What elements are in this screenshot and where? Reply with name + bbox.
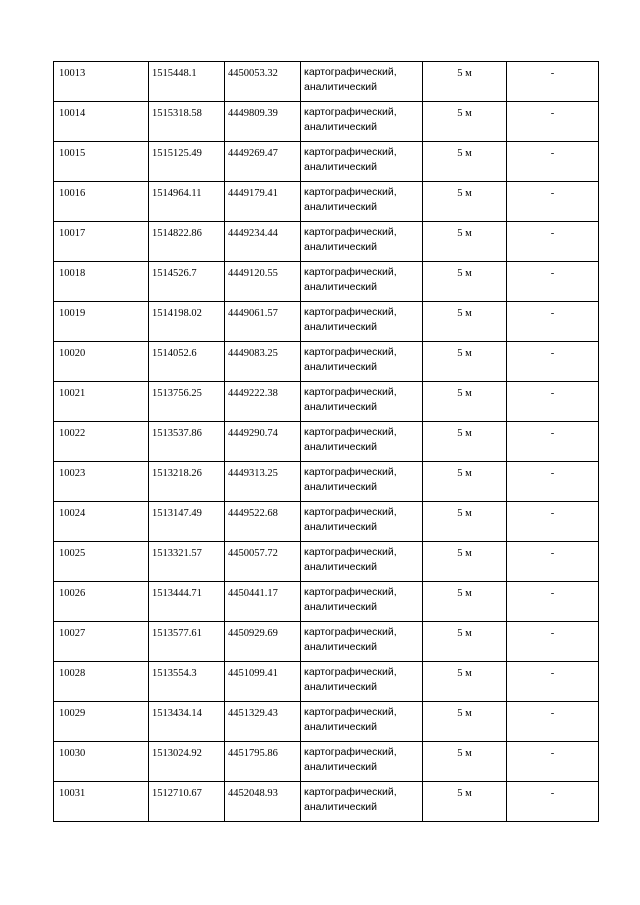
note-cell: -: [507, 742, 599, 782]
y-coordinate-cell: 4452048.93: [225, 782, 301, 822]
method-cell: [301, 222, 423, 262]
y-coordinate-cell: 4449222.38: [225, 382, 301, 422]
x-coordinate-cell: 1515125.49: [149, 142, 225, 182]
method-cell: [301, 582, 423, 622]
y-coordinate-cell: 4449269.47: [225, 142, 301, 182]
note-cell: -: [507, 62, 599, 102]
table-row: [54, 542, 599, 582]
method-line-2: аналитический: [304, 801, 378, 813]
x-coordinate-cell: 1513554.3: [149, 662, 225, 702]
method-line-2: аналитический: [304, 361, 378, 373]
table-row: [54, 782, 599, 822]
accuracy-cell: 5 м: [423, 462, 507, 502]
table-row: [54, 382, 599, 422]
x-coordinate-cell: 1514052.6: [149, 342, 225, 382]
accuracy-cell: 5 м: [423, 742, 507, 782]
accuracy-cell: 5 м: [423, 182, 507, 222]
table-row: [54, 702, 599, 742]
y-coordinate-cell: 4449290.74: [225, 422, 301, 462]
y-coordinate-cell: 4451329.43: [225, 702, 301, 742]
note-cell: -: [507, 782, 599, 822]
accuracy-cell: 5 м: [423, 342, 507, 382]
accuracy-cell: 5 м: [423, 622, 507, 662]
method-cell: [301, 102, 423, 142]
note-cell: -: [507, 662, 599, 702]
point-id-cell: 10022: [54, 422, 149, 462]
method-line-1: картографический,: [304, 506, 397, 518]
accuracy-cell: 5 м: [423, 302, 507, 342]
x-coordinate-cell: 1513024.92: [149, 742, 225, 782]
y-coordinate-cell: 4451795.86: [225, 742, 301, 782]
method-cell: [301, 702, 423, 742]
note-cell: -: [507, 142, 599, 182]
table-row: [54, 302, 599, 342]
method-line-1: картографический,: [304, 746, 397, 758]
table-row: [54, 462, 599, 502]
accuracy-cell: 5 м: [423, 262, 507, 302]
y-coordinate-cell: 4449120.55: [225, 262, 301, 302]
method-cell: [301, 382, 423, 422]
x-coordinate-cell: 1514964.11: [149, 182, 225, 222]
point-id-cell: 10025: [54, 542, 149, 582]
accuracy-cell: 5 м: [423, 542, 507, 582]
method-line-2: аналитический: [304, 241, 378, 253]
method-cell: [301, 182, 423, 222]
method-cell: [301, 342, 423, 382]
note-cell: -: [507, 382, 599, 422]
table-row: [54, 502, 599, 542]
point-id-cell: 10028: [54, 662, 149, 702]
method-cell: [301, 422, 423, 462]
accuracy-cell: 5 м: [423, 422, 507, 462]
y-coordinate-cell: 4449061.57: [225, 302, 301, 342]
note-cell: -: [507, 182, 599, 222]
table-body: [54, 62, 599, 822]
x-coordinate-cell: 1514822.86: [149, 222, 225, 262]
accuracy-cell: 5 м: [423, 702, 507, 742]
method-cell: [301, 542, 423, 582]
method-line-2: аналитический: [304, 561, 378, 573]
table-row: [54, 142, 599, 182]
method-line-2: аналитический: [304, 121, 378, 133]
method-cell: [301, 622, 423, 662]
note-cell: -: [507, 262, 599, 302]
method-line-2: аналитический: [304, 641, 378, 653]
method-cell: [301, 462, 423, 502]
method-line-2: аналитический: [304, 81, 378, 93]
y-coordinate-cell: 4449179.41: [225, 182, 301, 222]
y-coordinate-cell: 4450057.72: [225, 542, 301, 582]
table-row: [54, 582, 599, 622]
x-coordinate-cell: 1513756.25: [149, 382, 225, 422]
note-cell: -: [507, 582, 599, 622]
x-coordinate-cell: 1513577.61: [149, 622, 225, 662]
accuracy-cell: 5 м: [423, 662, 507, 702]
accuracy-cell: 5 м: [423, 222, 507, 262]
method-line-1: картографический,: [304, 426, 397, 438]
method-line-2: аналитический: [304, 321, 378, 333]
y-coordinate-cell: 4449083.25: [225, 342, 301, 382]
method-line-1: картографический,: [304, 106, 397, 118]
method-line-2: аналитический: [304, 761, 378, 773]
note-cell: -: [507, 622, 599, 662]
note-cell: -: [507, 102, 599, 142]
point-id-cell: 10015: [54, 142, 149, 182]
point-id-cell: 10031: [54, 782, 149, 822]
note-cell: -: [507, 302, 599, 342]
point-id-cell: 10018: [54, 262, 149, 302]
method-line-2: аналитический: [304, 441, 378, 453]
method-line-1: картографический,: [304, 186, 397, 198]
x-coordinate-cell: 1513147.49: [149, 502, 225, 542]
point-id-cell: 10013: [54, 62, 149, 102]
note-cell: -: [507, 502, 599, 542]
method-line-1: картографический,: [304, 666, 397, 678]
x-coordinate-cell: 1514198.02: [149, 302, 225, 342]
x-coordinate-cell: 1513321.57: [149, 542, 225, 582]
method-line-1: картографический,: [304, 586, 397, 598]
note-cell: -: [507, 702, 599, 742]
method-line-1: картографический,: [304, 546, 397, 558]
method-line-2: аналитический: [304, 481, 378, 493]
method-line-1: картографический,: [304, 786, 397, 798]
y-coordinate-cell: 4449522.68: [225, 502, 301, 542]
table-row: [54, 262, 599, 302]
table-row: [54, 742, 599, 782]
method-line-1: картографический,: [304, 386, 397, 398]
table-row: [54, 662, 599, 702]
y-coordinate-cell: 4449809.39: [225, 102, 301, 142]
x-coordinate-cell: 1513444.71: [149, 582, 225, 622]
table-row: [54, 422, 599, 462]
method-line-1: картографический,: [304, 346, 397, 358]
point-id-cell: 10019: [54, 302, 149, 342]
method-cell: [301, 502, 423, 542]
method-cell: [301, 302, 423, 342]
x-coordinate-cell: 1514526.7: [149, 262, 225, 302]
method-line-1: картографический,: [304, 146, 397, 158]
point-id-cell: 10020: [54, 342, 149, 382]
accuracy-cell: 5 м: [423, 782, 507, 822]
method-line-2: аналитический: [304, 281, 378, 293]
method-line-1: картографический,: [304, 306, 397, 318]
x-coordinate-cell: 1513434.14: [149, 702, 225, 742]
y-coordinate-cell: 4449313.25: [225, 462, 301, 502]
method-line-2: аналитический: [304, 681, 378, 693]
method-line-2: аналитический: [304, 201, 378, 213]
y-coordinate-cell: 4450929.69: [225, 622, 301, 662]
method-line-2: аналитический: [304, 401, 378, 413]
table-row: [54, 342, 599, 382]
accuracy-cell: 5 м: [423, 142, 507, 182]
method-line-2: аналитический: [304, 521, 378, 533]
accuracy-cell: 5 м: [423, 102, 507, 142]
method-cell: [301, 142, 423, 182]
y-coordinate-cell: 4451099.41: [225, 662, 301, 702]
note-cell: -: [507, 222, 599, 262]
method-line-1: картографический,: [304, 226, 397, 238]
table-row: [54, 622, 599, 662]
table-row: [54, 62, 599, 102]
method-line-1: картографический,: [304, 266, 397, 278]
method-line-2: аналитический: [304, 601, 378, 613]
table-row: [54, 182, 599, 222]
method-cell: [301, 262, 423, 302]
y-coordinate-cell: 4449234.44: [225, 222, 301, 262]
y-coordinate-cell: 4450441.17: [225, 582, 301, 622]
note-cell: -: [507, 422, 599, 462]
table-row: [54, 102, 599, 142]
point-id-cell: 10030: [54, 742, 149, 782]
method-line-2: аналитический: [304, 721, 378, 733]
method-line-1: картографический,: [304, 66, 397, 78]
point-id-cell: 10016: [54, 182, 149, 222]
x-coordinate-cell: 1515448.1: [149, 62, 225, 102]
note-cell: -: [507, 542, 599, 582]
table-row: [54, 222, 599, 262]
x-coordinate-cell: 1513218.26: [149, 462, 225, 502]
accuracy-cell: 5 м: [423, 582, 507, 622]
point-id-cell: 10027: [54, 622, 149, 662]
method-cell: [301, 782, 423, 822]
x-coordinate-cell: 1512710.67: [149, 782, 225, 822]
method-cell: [301, 742, 423, 782]
note-cell: -: [507, 342, 599, 382]
accuracy-cell: 5 м: [423, 382, 507, 422]
point-id-cell: 10017: [54, 222, 149, 262]
method-line-1: картографический,: [304, 706, 397, 718]
method-line-1: картографический,: [304, 466, 397, 478]
method-cell: [301, 662, 423, 702]
point-id-cell: 10024: [54, 502, 149, 542]
accuracy-cell: 5 м: [423, 62, 507, 102]
x-coordinate-cell: 1515318.58: [149, 102, 225, 142]
point-id-cell: 10014: [54, 102, 149, 142]
point-id-cell: 10029: [54, 702, 149, 742]
method-line-2: аналитический: [304, 161, 378, 173]
point-id-cell: 10021: [54, 382, 149, 422]
method-cell: [301, 62, 423, 102]
accuracy-cell: 5 м: [423, 502, 507, 542]
note-cell: -: [507, 462, 599, 502]
point-id-cell: 10026: [54, 582, 149, 622]
method-line-1: картографический,: [304, 626, 397, 638]
x-coordinate-cell: 1513537.86: [149, 422, 225, 462]
point-id-cell: 10023: [54, 462, 149, 502]
coordinates-table: [53, 61, 599, 822]
y-coordinate-cell: 4450053.32: [225, 62, 301, 102]
